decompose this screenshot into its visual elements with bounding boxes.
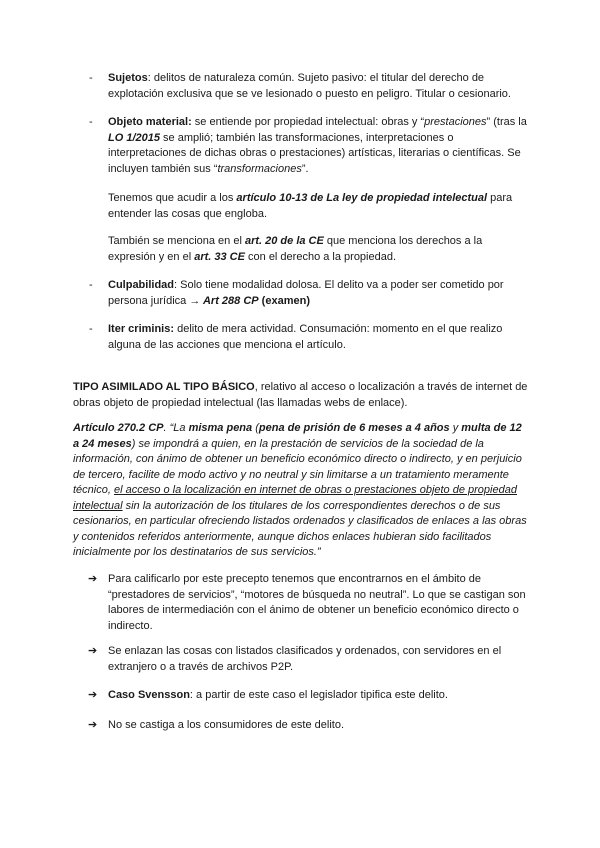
article-multa: multa de 12 a 24 meses bbox=[73, 422, 522, 450]
bullet-culpabilidad bbox=[108, 278, 528, 309]
article-text: ) se impondrá a quien, en la prestación de servicios de la sociedad de la información, con ánimo de obtener un beneficio económico directo o indirecto, y en perjuicio de tercero, facilite de modo activo y no neutral y sin limitarse a un tratamiento meramente técnico, bbox=[73, 437, 522, 496]
article-ref: Artículo 270.2 CP bbox=[73, 422, 164, 434]
paragraph-ley-propiedad bbox=[108, 191, 528, 222]
arrow-item-2: Se enlazan las cosas con listados clasificados y ordenados, con servidores en el extranjero o a través de archivos P2P. bbox=[108, 645, 502, 673]
culpabilidad-exam: (examen) bbox=[258, 294, 310, 307]
arrow-bullet-icon: ➔ bbox=[88, 689, 98, 701]
arrow-item-1: Para calificarlo por este precepto tenemos que encontrarnos en el ámbito de “prestadores de servicios”, “motores de búsqueda no neutral”. Lo que se castigan son labores de intermediación con el ánimo de obtener un beneficio económico directo o indirecto. bbox=[108, 573, 526, 632]
arrow-bullet-icon: ➔ bbox=[88, 719, 98, 731]
article-text: . “ bbox=[163, 422, 174, 434]
para2-ref-art20: art. 20 de la CE bbox=[244, 235, 324, 247]
objeto-prestaciones: prestaciones bbox=[424, 116, 487, 128]
tipo-heading: TIPO ASIMILADO AL TIPO BÁSICO bbox=[73, 381, 255, 393]
arrow-item-4: No se castiga a los consumidores de este delito. bbox=[108, 719, 345, 731]
objeto-label: Objeto material: bbox=[108, 116, 192, 128]
bullet-dash: - bbox=[89, 279, 93, 291]
objeto-text: se amplió; también las transformaciones, interpretaciones o interpretaciones de dichas obras o prestaciones) artísticas, literarias o científicas. Se incluyen también sus “ bbox=[108, 131, 521, 175]
bullet-dash: - bbox=[89, 116, 93, 128]
culpabilidad-label: Culpabilidad bbox=[108, 279, 174, 291]
article-underlined: el acceso o la localización en internet de obras o prestaciones objeto de propiedad intelectual bbox=[73, 484, 517, 512]
paragraph-constitucion bbox=[108, 234, 528, 265]
objeto-text: ” (tras la bbox=[486, 116, 527, 128]
objeto-transformaciones: transformaciones bbox=[217, 162, 302, 175]
para2-text: que menciona los derechos a la expresión y en el bbox=[108, 235, 483, 263]
arrow-item-3 bbox=[108, 688, 528, 704]
arrow-bullet-icon: ➔ bbox=[88, 573, 98, 585]
para1-text: Tenemos que acudir a los bbox=[108, 192, 237, 204]
arrow-item-3-text: : a partir de este caso el legislador tipifica este delito. bbox=[189, 689, 448, 701]
bullet-iter-criminis bbox=[108, 322, 528, 353]
bullet-objeto-material bbox=[108, 115, 528, 177]
article-quote bbox=[73, 421, 528, 561]
para1-text: para entender las cosas que engloba. bbox=[108, 192, 513, 220]
article-text: La bbox=[173, 422, 189, 434]
culpabilidad-text: : Solo tiene modalidad dolosa. El delito va a poder ser cometido por persona jurídica bbox=[108, 279, 504, 307]
para2-ref-art33: art. 33 CE bbox=[194, 250, 245, 263]
sujetos-text: : delitos de naturaleza común. Sujeto pasivo: el titular del derecho de explotación exclusiva que se ve lesionado o puesto en peligro. Titular o cesionario. bbox=[108, 72, 511, 100]
tipo-text: , relativo al acceso o localización a través de internet de obras objeto de propiedad intelectual (las llamadas webs de enlace). bbox=[73, 381, 528, 409]
bullet-sujetos bbox=[108, 71, 528, 102]
culpabilidad-ref: Art 288 CP bbox=[200, 294, 259, 307]
iter-text: delito de mera actividad. Consumación: momento en el que realizo alguna de las acciones que menciona el artículo. bbox=[108, 323, 503, 351]
caso-svensson: Caso Svensson bbox=[108, 689, 190, 701]
arrow-bullet-icon: ➔ bbox=[88, 645, 98, 657]
article-text: sin la autorización de los titulares de los correspondientes derechos o de sus cesionarios, en particular ofreciendo listados ordenados y clasificados de enlaces a las obras y contenidos referidos anteriormente, aunque dichos enlaces hubieran sido facilitados inicialmente por los destinatarios de sus servicios.” bbox=[73, 499, 527, 558]
para2-text: con el derecho a la propiedad. bbox=[244, 250, 397, 263]
bullet-dash: - bbox=[89, 72, 93, 84]
objeto-lo-ref: LO 1/2015 bbox=[108, 131, 160, 144]
bullet-dash: - bbox=[89, 323, 93, 335]
objeto-text: ”. bbox=[301, 162, 309, 175]
right-arrow-icon: → bbox=[189, 294, 201, 307]
sujetos-label: Sujetos bbox=[108, 72, 148, 84]
section-tipo-asimilado bbox=[73, 380, 528, 411]
article-text: y bbox=[449, 422, 462, 434]
article-misma-pena: misma pena bbox=[188, 422, 253, 434]
article-text: ( bbox=[252, 422, 259, 434]
para1-ref: artículo 10-13 de La ley de propiedad intelectual bbox=[236, 192, 488, 204]
article-pena: pena de prisión de 6 meses a 4 años bbox=[258, 422, 450, 434]
iter-label: Iter criminis: bbox=[108, 323, 175, 335]
para2-text: También se menciona en el bbox=[108, 235, 245, 247]
objeto-text: se entiende por propiedad intelectual: obras y “ bbox=[191, 116, 425, 128]
